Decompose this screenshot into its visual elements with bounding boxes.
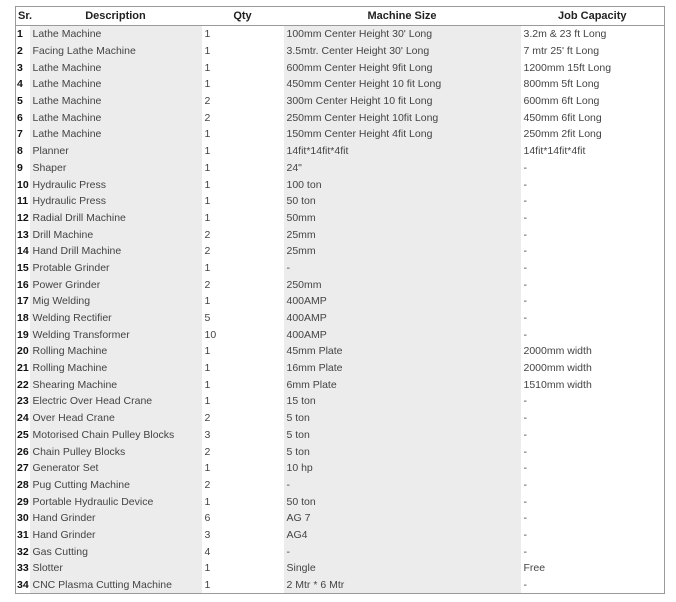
cell-sr: 6	[16, 109, 30, 126]
header-machine-size: Machine Size	[284, 7, 521, 26]
cell-qty: 1	[202, 393, 284, 410]
header-sr: Sr.	[16, 7, 30, 26]
cell-machine-size: -	[284, 543, 521, 560]
cell-machine-size: 50mm	[284, 210, 521, 227]
cell-qty: 1	[202, 59, 284, 76]
cell-description: Chain Pulley Blocks	[30, 443, 202, 460]
cell-description: Pug Cutting Machine	[30, 477, 202, 494]
cell-description: Hand Drill Machine	[30, 243, 202, 260]
table-row	[16, 577, 665, 594]
cell-machine-size: 50 ton	[284, 193, 521, 210]
cell-machine-size: 5 ton	[284, 410, 521, 427]
table-row	[16, 560, 665, 577]
cell-sr: 25	[16, 427, 30, 444]
cell-description: Hand Grinder	[30, 510, 202, 527]
cell-qty: 1	[202, 577, 284, 594]
cell-description: Slotter	[30, 560, 202, 577]
table-row	[16, 43, 665, 60]
cell-job-capacity: -	[521, 460, 665, 477]
cell-job-capacity: -	[521, 310, 665, 327]
cell-qty: 2	[202, 226, 284, 243]
cell-qty: 2	[202, 243, 284, 260]
cell-sr: 13	[16, 226, 30, 243]
table-row	[16, 460, 665, 477]
cell-description: Lathe Machine	[30, 93, 202, 110]
cell-qty: 2	[202, 410, 284, 427]
cell-job-capacity: 2000mm width	[521, 360, 665, 377]
cell-job-capacity: -	[521, 393, 665, 410]
cell-qty: 1	[202, 293, 284, 310]
header-row	[16, 7, 665, 26]
cell-machine-size: 3.5mtr. Center Height 30' Long	[284, 43, 521, 60]
cell-machine-size: 300m Center Height 10 fit Long	[284, 93, 521, 110]
cell-machine-size: 6mm Plate	[284, 376, 521, 393]
cell-machine-size: AG4	[284, 527, 521, 544]
cell-sr: 21	[16, 360, 30, 377]
cell-description: Over Head Crane	[30, 410, 202, 427]
cell-machine-size: 400AMP	[284, 293, 521, 310]
cell-description: Electric Over Head Crane	[30, 393, 202, 410]
table-row	[16, 376, 665, 393]
table-row	[16, 477, 665, 494]
cell-description: Facing Lathe Machine	[30, 43, 202, 60]
cell-sr: 24	[16, 410, 30, 427]
cell-qty: 2	[202, 109, 284, 126]
cell-machine-size: 50 ton	[284, 493, 521, 510]
table-row	[16, 276, 665, 293]
table-row	[16, 527, 665, 544]
table-row	[16, 493, 665, 510]
cell-job-capacity: -	[521, 427, 665, 444]
cell-description: Hydraulic Press	[30, 176, 202, 193]
cell-qty: 3	[202, 527, 284, 544]
table-row	[16, 443, 665, 460]
cell-description: Welding Transformer	[30, 326, 202, 343]
cell-qty: 1	[202, 460, 284, 477]
cell-description: Generator Set	[30, 460, 202, 477]
cell-qty: 1	[202, 176, 284, 193]
cell-machine-size: 100 ton	[284, 176, 521, 193]
table-row	[16, 326, 665, 343]
cell-sr: 26	[16, 443, 30, 460]
cell-machine-size: 24"	[284, 160, 521, 177]
cell-job-capacity: -	[521, 410, 665, 427]
table-body	[16, 26, 665, 594]
cell-qty: 1	[202, 493, 284, 510]
cell-job-capacity: -	[521, 493, 665, 510]
cell-machine-size: 600mm Center Height 9fit Long	[284, 59, 521, 76]
cell-job-capacity: -	[521, 326, 665, 343]
cell-sr: 1	[16, 26, 30, 43]
machinery-table-container	[15, 6, 664, 594]
cell-qty: 1	[202, 343, 284, 360]
table-row	[16, 293, 665, 310]
cell-qty: 1	[202, 126, 284, 143]
cell-job-capacity: 1200mm 15ft Long	[521, 59, 665, 76]
cell-description: Gas Cutting	[30, 543, 202, 560]
cell-description: CNC Plasma Cutting Machine	[30, 577, 202, 594]
table-row	[16, 243, 665, 260]
header-job-capacity: Job Capacity	[521, 7, 665, 26]
cell-sr: 3	[16, 59, 30, 76]
cell-job-capacity: Free	[521, 560, 665, 577]
table-row	[16, 410, 665, 427]
table-row	[16, 109, 665, 126]
cell-sr: 14	[16, 243, 30, 260]
table-row	[16, 76, 665, 93]
cell-description: Lathe Machine	[30, 76, 202, 93]
cell-sr: 2	[16, 43, 30, 60]
cell-sr: 7	[16, 126, 30, 143]
cell-job-capacity: 2000mm width	[521, 343, 665, 360]
cell-qty: 1	[202, 376, 284, 393]
table-row	[16, 343, 665, 360]
cell-sr: 5	[16, 93, 30, 110]
cell-job-capacity: -	[521, 577, 665, 594]
cell-job-capacity: -	[521, 210, 665, 227]
cell-machine-size: AG 7	[284, 510, 521, 527]
cell-qty: 6	[202, 510, 284, 527]
cell-job-capacity: 3.2m & 23 ft Long	[521, 26, 665, 43]
cell-job-capacity: 250mm 2fit Long	[521, 126, 665, 143]
cell-description: Rolling Machine	[30, 343, 202, 360]
table-row	[16, 393, 665, 410]
cell-description: Welding Rectifier	[30, 310, 202, 327]
cell-machine-size: 14fit*14fit*4fit	[284, 143, 521, 160]
cell-sr: 22	[16, 376, 30, 393]
cell-sr: 15	[16, 260, 30, 277]
table-row	[16, 310, 665, 327]
cell-qty: 1	[202, 360, 284, 377]
cell-qty: 1	[202, 560, 284, 577]
cell-description: Radial Drill Machine	[30, 210, 202, 227]
cell-sr: 23	[16, 393, 30, 410]
cell-job-capacity: -	[521, 176, 665, 193]
cell-description: Shaper	[30, 160, 202, 177]
table-row	[16, 427, 665, 444]
cell-qty: 2	[202, 93, 284, 110]
cell-qty: 1	[202, 76, 284, 93]
cell-job-capacity: -	[521, 527, 665, 544]
cell-job-capacity: -	[521, 243, 665, 260]
cell-machine-size: 5 ton	[284, 427, 521, 444]
table-row	[16, 93, 665, 110]
cell-sr: 29	[16, 493, 30, 510]
cell-sr: 28	[16, 477, 30, 494]
cell-job-capacity: -	[521, 543, 665, 560]
table-header	[16, 7, 665, 26]
cell-qty: 5	[202, 310, 284, 327]
cell-qty: 1	[202, 143, 284, 160]
table-row	[16, 260, 665, 277]
cell-job-capacity: -	[521, 226, 665, 243]
cell-qty: 4	[202, 543, 284, 560]
cell-machine-size: -	[284, 477, 521, 494]
table-row	[16, 160, 665, 177]
cell-description: Lathe Machine	[30, 109, 202, 126]
cell-machine-size: 250mm Center Height 10fit Long	[284, 109, 521, 126]
cell-description: Power Grinder	[30, 276, 202, 293]
cell-job-capacity: 1510mm width	[521, 376, 665, 393]
cell-qty: 1	[202, 26, 284, 43]
cell-job-capacity: 600mm 6ft Long	[521, 93, 665, 110]
cell-job-capacity: -	[521, 443, 665, 460]
cell-qty: 1	[202, 210, 284, 227]
cell-sr: 27	[16, 460, 30, 477]
cell-qty: 1	[202, 160, 284, 177]
cell-sr: 8	[16, 143, 30, 160]
table-row	[16, 59, 665, 76]
table-row	[16, 26, 665, 43]
cell-job-capacity: -	[521, 477, 665, 494]
cell-description: Hydraulic Press	[30, 193, 202, 210]
cell-job-capacity: 450mm 6fit Long	[521, 109, 665, 126]
cell-qty: 1	[202, 43, 284, 60]
cell-machine-size: 25mm	[284, 226, 521, 243]
cell-sr: 20	[16, 343, 30, 360]
cell-machine-size: 45mm Plate	[284, 343, 521, 360]
cell-sr: 18	[16, 310, 30, 327]
table-row	[16, 210, 665, 227]
cell-qty: 10	[202, 326, 284, 343]
cell-qty: 1	[202, 260, 284, 277]
cell-description: Rolling Machine	[30, 360, 202, 377]
cell-machine-size: 400AMP	[284, 326, 521, 343]
table-row	[16, 226, 665, 243]
cell-sr: 12	[16, 210, 30, 227]
cell-machine-size: 25mm	[284, 243, 521, 260]
cell-description: Hand Grinder	[30, 527, 202, 544]
cell-sr: 19	[16, 326, 30, 343]
cell-description: Mig Welding	[30, 293, 202, 310]
cell-qty: 2	[202, 477, 284, 494]
cell-machine-size: 150mm Center Height 4fit Long	[284, 126, 521, 143]
cell-machine-size: 15 ton	[284, 393, 521, 410]
cell-description: Shearing Machine	[30, 376, 202, 393]
cell-sr: 32	[16, 543, 30, 560]
table-row	[16, 510, 665, 527]
cell-description: Planner	[30, 143, 202, 160]
cell-machine-size: 2 Mtr * 6 Mtr	[284, 577, 521, 594]
cell-job-capacity: 7 mtr 25' ft Long	[521, 43, 665, 60]
cell-job-capacity: -	[521, 160, 665, 177]
cell-description: Drill Machine	[30, 226, 202, 243]
cell-sr: 10	[16, 176, 30, 193]
cell-qty: 2	[202, 276, 284, 293]
machinery-table	[15, 6, 665, 594]
cell-job-capacity: -	[521, 510, 665, 527]
cell-machine-size: 100mm Center Height 30' Long	[284, 26, 521, 43]
table-row	[16, 360, 665, 377]
cell-machine-size: 450mm Center Height 10 fit Long	[284, 76, 521, 93]
cell-job-capacity: -	[521, 260, 665, 277]
cell-machine-size: 10 hp	[284, 460, 521, 477]
table-row	[16, 176, 665, 193]
cell-machine-size: 16mm Plate	[284, 360, 521, 377]
cell-description: Protable Grinder	[30, 260, 202, 277]
cell-sr: 9	[16, 160, 30, 177]
cell-description: Lathe Machine	[30, 59, 202, 76]
cell-description: Motorised Chain Pulley Blocks	[30, 427, 202, 444]
cell-description: Portable Hydraulic Device	[30, 493, 202, 510]
cell-job-capacity: -	[521, 193, 665, 210]
cell-machine-size: -	[284, 260, 521, 277]
table-row	[16, 543, 665, 560]
cell-sr: 34	[16, 577, 30, 594]
cell-sr: 16	[16, 276, 30, 293]
cell-description: Lathe Machine	[30, 126, 202, 143]
cell-sr: 31	[16, 527, 30, 544]
header-description: Description	[30, 7, 202, 26]
table-row	[16, 193, 665, 210]
cell-qty: 3	[202, 427, 284, 444]
cell-sr: 11	[16, 193, 30, 210]
table-row	[16, 143, 665, 160]
cell-job-capacity: -	[521, 276, 665, 293]
header-qty: Qty	[202, 7, 284, 26]
cell-machine-size: 250mm	[284, 276, 521, 293]
cell-sr: 4	[16, 76, 30, 93]
cell-machine-size: 5 ton	[284, 443, 521, 460]
cell-machine-size: Single	[284, 560, 521, 577]
cell-sr: 33	[16, 560, 30, 577]
cell-sr: 17	[16, 293, 30, 310]
cell-sr: 30	[16, 510, 30, 527]
cell-qty: 1	[202, 193, 284, 210]
cell-description: Lathe Machine	[30, 26, 202, 43]
cell-job-capacity: 800mm 5ft Long	[521, 76, 665, 93]
cell-machine-size: 400AMP	[284, 310, 521, 327]
cell-job-capacity: -	[521, 293, 665, 310]
cell-job-capacity: 14fit*14fit*4fit	[521, 143, 665, 160]
cell-qty: 2	[202, 443, 284, 460]
table-row	[16, 126, 665, 143]
